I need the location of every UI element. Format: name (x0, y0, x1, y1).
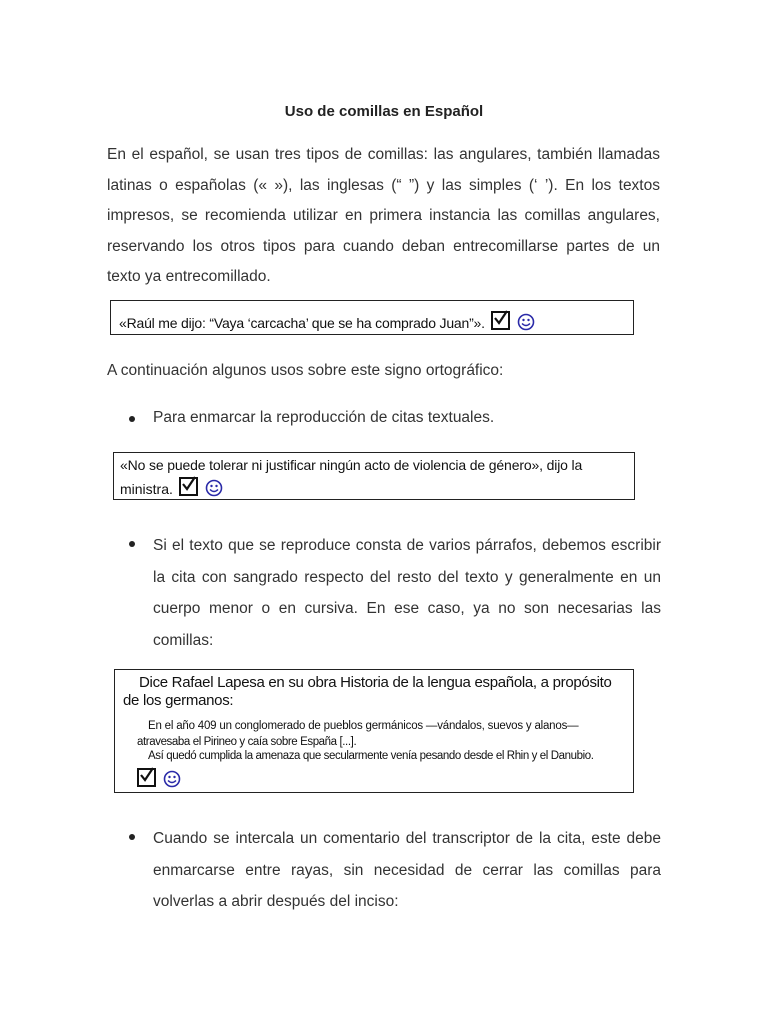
example-2-line-2-text: ministra. (120, 481, 173, 497)
bullet-item-1: Para enmarcar la reproducción de citas textuales. (153, 409, 495, 426)
checkbox-check-icon (137, 768, 156, 787)
checkbox-check-icon (491, 311, 510, 330)
bullet-dot (129, 416, 135, 422)
smiley-face-icon (163, 770, 181, 788)
page-title: Uso de comillas en Español (284, 103, 484, 120)
example-3-quote-line-1: En el año 409 un conglomerado de pueblos germánicos —vándalos, suevos y alanos— (148, 720, 579, 732)
example-box-3 (114, 669, 634, 793)
intro-paragraph: En el español, se usan tres tipos de comillas: las angulares, también llamadas latinas o españolas (« »), las inglesas (“ ”) y las simples (‘ ’). En los textos impresos, se recomienda utilizar en primera instancia las comillas angulares, reservando los otros tipos para cuando deban entrecomillarse partes de un texto ya entrecomillado. (107, 146, 660, 285)
bullet-dot (129, 541, 135, 547)
example-2-line-1: «No se puede tolerar ni justificar ningún acto de violencia de género», dijo la (120, 457, 583, 473)
bullet-item-2: Si el texto que se reproduce consta de varios párrafos, debemos escribir la cita con sangrado respecto del resto del texto y generalmente en un cuerpo menor o en cursiva. En ese caso, ya no son necesarias las comillas: (153, 537, 661, 649)
checkbox-check-icon (179, 477, 198, 496)
example-box-1 (110, 300, 634, 335)
example-1-text (119, 311, 535, 331)
example-1-quote: «Raúl me dijo: “Vaya ‘carcacha’ que se ha comprado Juan”». (119, 315, 485, 331)
example-3-quote-line-2: atravesaba el Pirineo y caía sobre España [...]. (137, 736, 357, 748)
example-3-heading-line-1: Dice Rafael Lapesa en su obra Historia de la lengua española, a propósito (139, 674, 612, 691)
example-2-line-2 (120, 477, 223, 497)
uses-intro: A continuación algunos usos sobre este signo ortográfico: (107, 362, 504, 379)
example-3-quote-line-3: Así quedó cumplida la amenaza que secularmente venía pesando desde el Rhin y el Danubio. (148, 750, 594, 762)
smiley-face-icon (205, 479, 223, 497)
bullet-dot (129, 834, 135, 840)
smiley-face-icon (517, 313, 535, 331)
bullet-item-3: Cuando se intercala un comentario del transcriptor de la cita, este debe enmarcarse entre rayas, sin necesidad de cerrar las comillas para volverlas a abrir después del inciso: (153, 830, 661, 910)
example-3-icons (137, 768, 181, 790)
example-box-2 (113, 452, 635, 500)
example-3-heading-line-2: de los germanos: (123, 692, 234, 709)
